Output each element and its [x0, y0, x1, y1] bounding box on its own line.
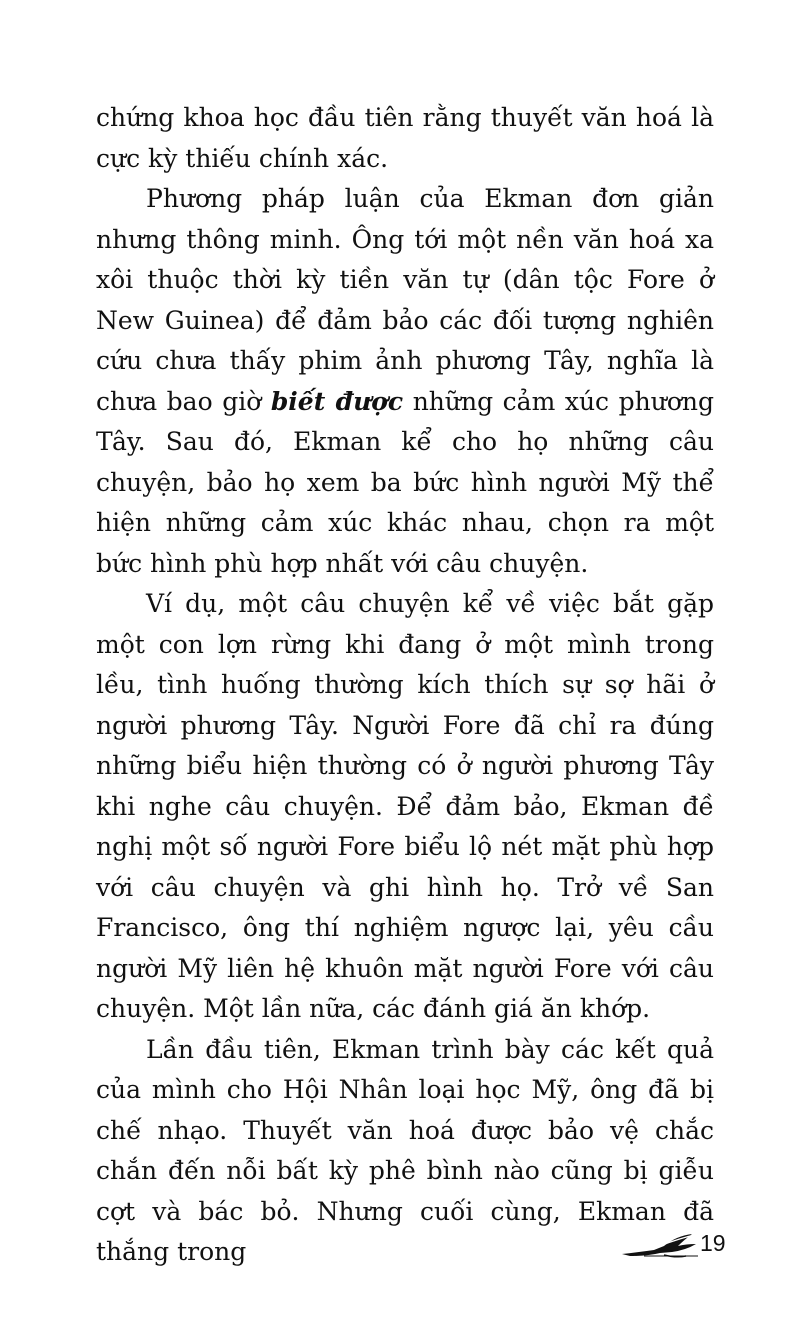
- paragraph-2-text-before: Phương pháp luận của Ekman đơn giản nhưng thông minh. Ông tới một nền văn hoá xa xôi thuộc thời kỳ tiền văn tự (dân tộc Fore ở New Guinea) để đảm bảo các đối tượng nghiên cứu chưa thấy phim ảnh phương Tây, nghĩa là chưa bao giờ: [96, 184, 714, 416]
- paragraph-2-emphasis: biết được: [270, 386, 404, 416]
- paragraph-1: chứng khoa học đầu tiên rằng thuyết văn hoá là cực kỳ thiếu chính xác.: [96, 103, 714, 173]
- paragraph-2-text-after: những cảm xúc phương Tây. Sau đó, Ekman kể cho họ những câu chuyện, bảo họ xem ba bức hình người Mỹ thể hiện những cảm xúc khác nhau, chọn ra một bức hình phù hợp nhất với câu chuyện.: [96, 386, 714, 578]
- paragraph-2: [96, 179, 714, 584]
- paragraph-3: Ví dụ, một câu chuyện kể về việc bắt gặp một con lợn rừng khi đang ở một mình trong lều, tình huống thường kích thích sự sợ hãi ở người phương Tây. Người Fore đã chỉ ra đúng những biểu hiện thường có ở người phương Tây khi nghe câu chuyện. Để đảm bảo, Ekman đề nghị một số người Fore biểu lộ nét mặt phù hợp với câu chuyện và ghi hình họ. Trở về San Francisco, ông thí nghiệm ngược lại, yêu cầu người Mỹ liên hệ khuôn mặt người Fore với câu chuyện. Một lần nữa, các đánh giá ăn khớp.: [96, 589, 714, 1023]
- page-footer: [620, 1228, 730, 1262]
- feather-ornament-icon: [620, 1228, 702, 1262]
- paragraph-4: Lần đầu tiên, Ekman trình bày các kết quả của mình cho Hội Nhân loại học Mỹ, ông đã bị chế nhạo. Thuyết văn hoá được bảo vệ chắc chắn đến nỗi bất kỳ phê bình nào cũng bị giễu cợt và bác bỏ. Nhưng cuối cùng, Ekman đã thắng trong: [96, 1034, 714, 1266]
- book-page-body: [96, 98, 714, 1273]
- page-number: 19: [700, 1230, 726, 1256]
